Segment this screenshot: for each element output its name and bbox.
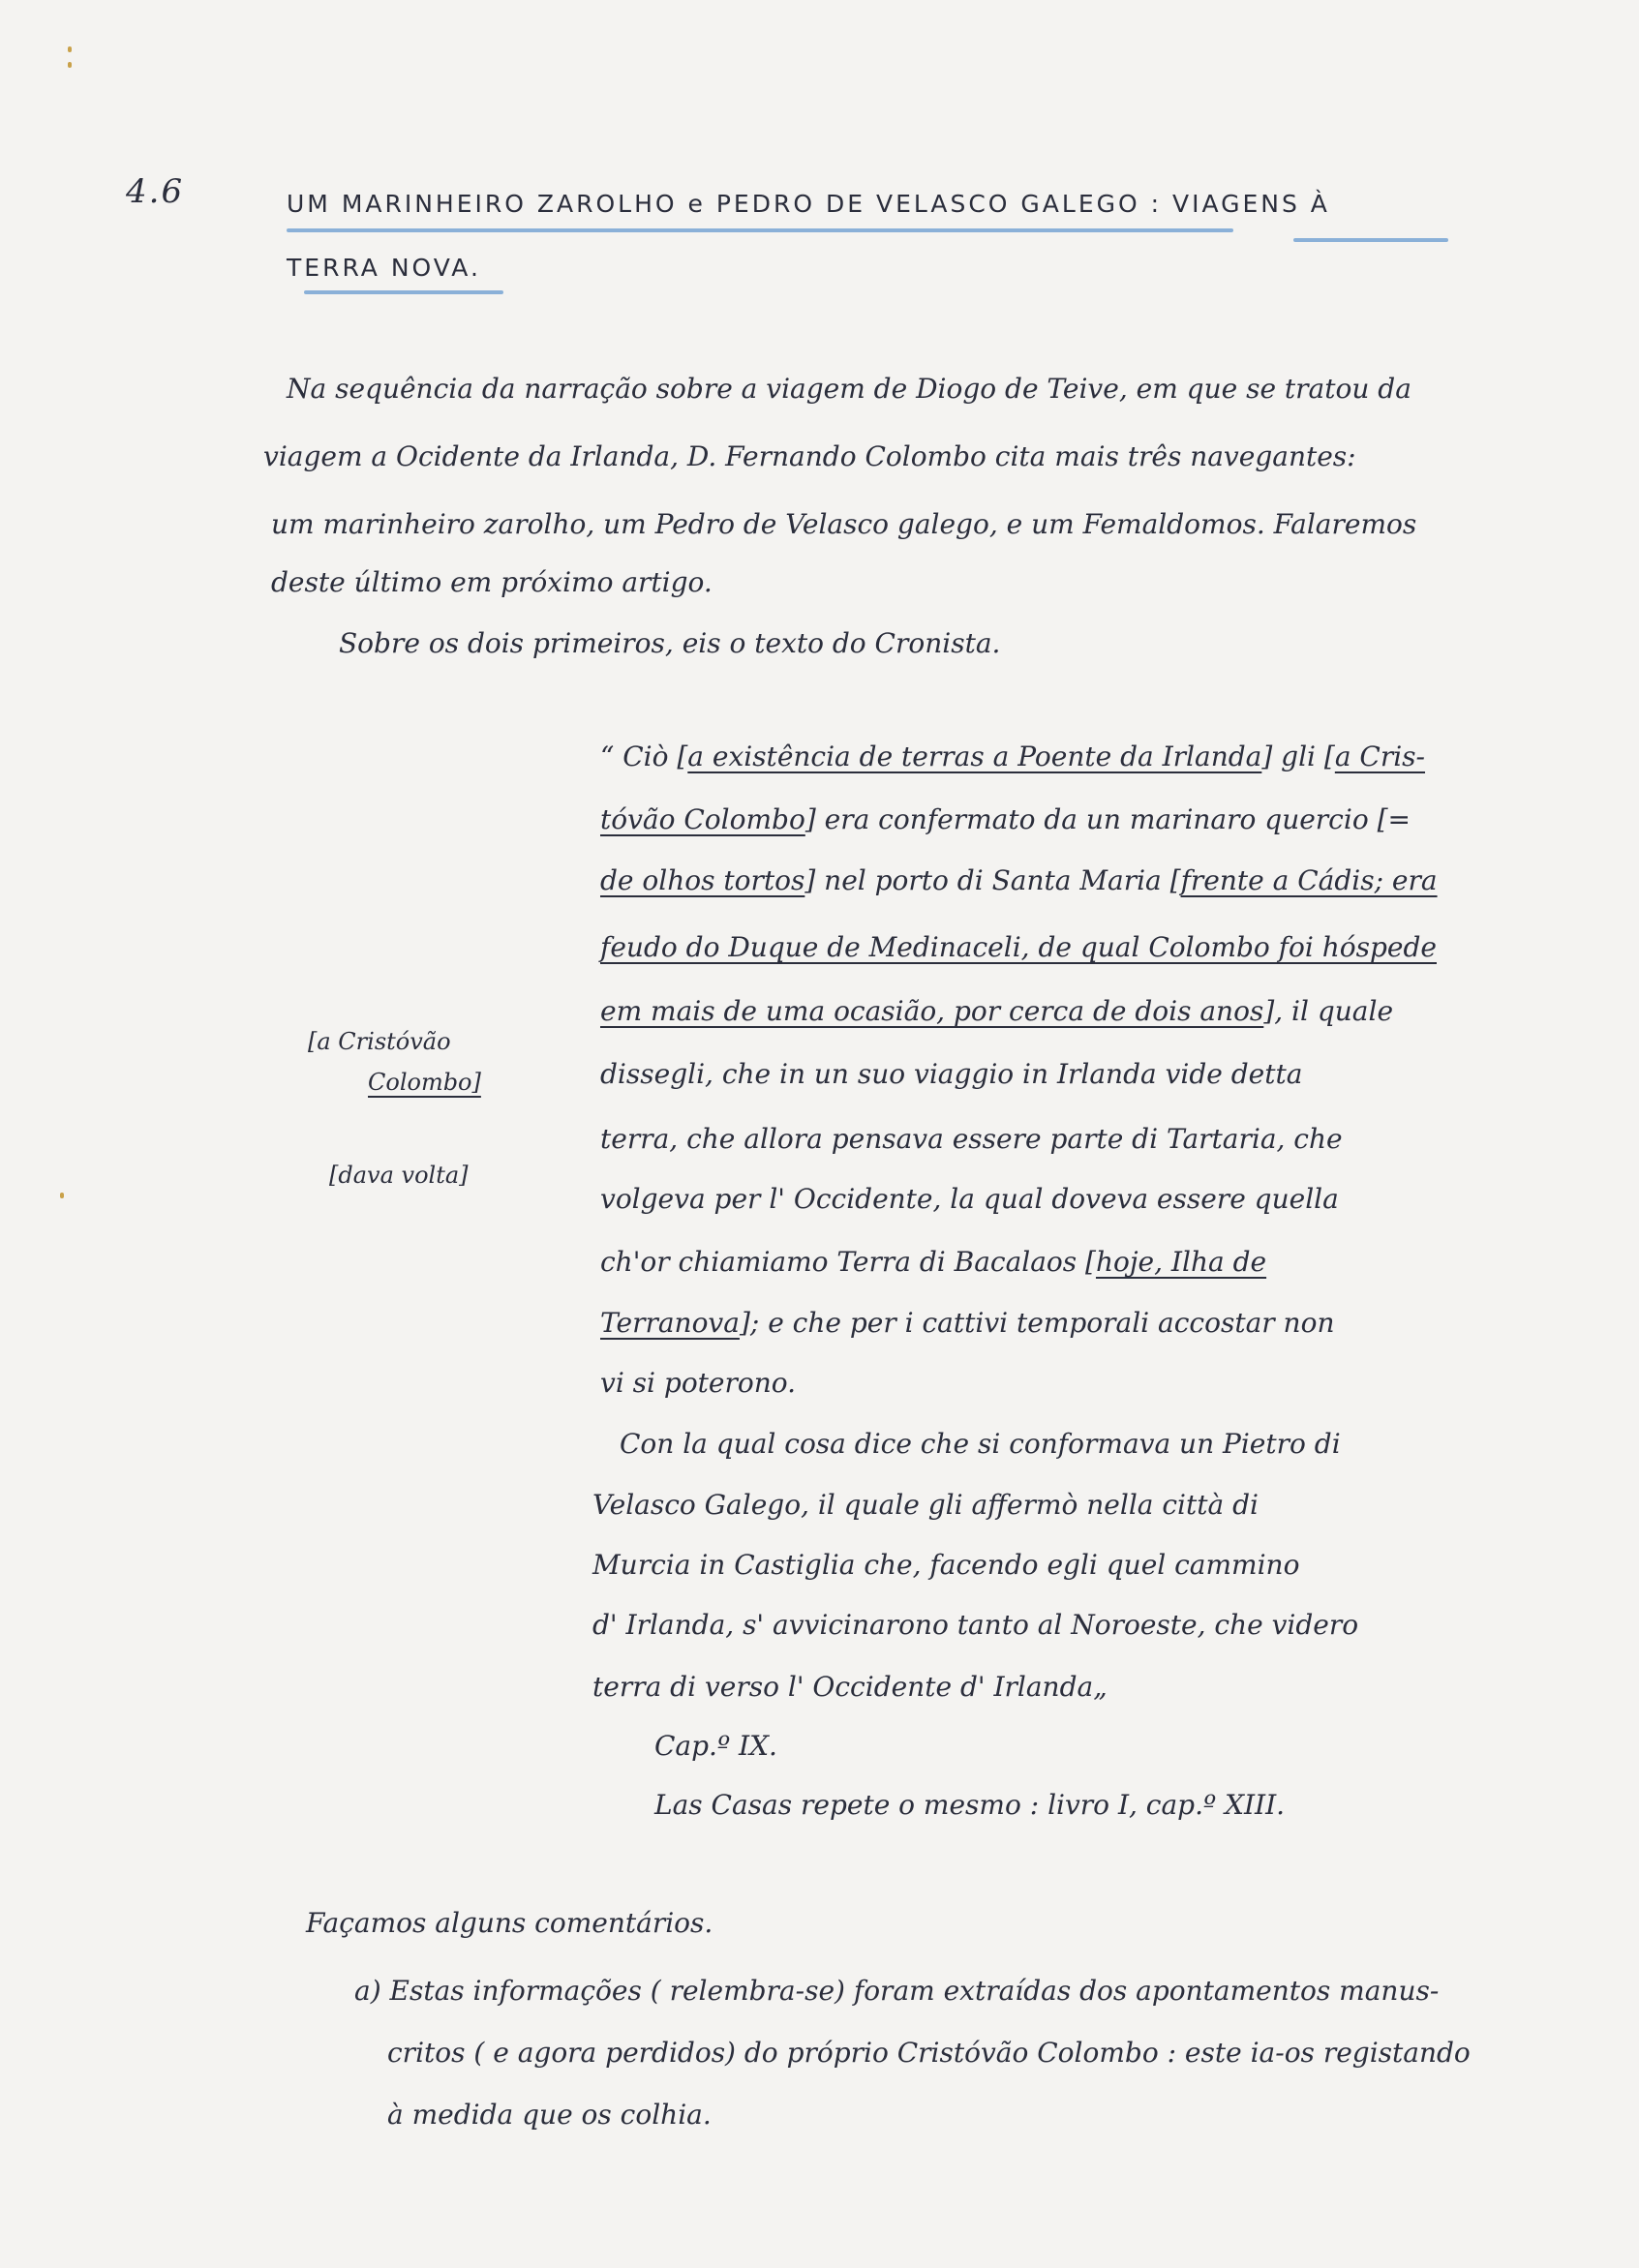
margin-note-1: [a Cristóvão [308, 1028, 451, 1055]
quote-line: terra di verso l' Occidente d' Irlanda„ [592, 1671, 1108, 1703]
quote-line: volgeva per l' Occidente, la qual doveva essere quella [600, 1183, 1339, 1215]
intro-line: Sobre os dois primeiros, eis o texto do Cronista. [339, 627, 1001, 659]
intro-line: Na sequência da narração sobre a viagem de Diogo de Teive, em que se tratou da [287, 373, 1411, 405]
margin-note-2: [dava volta] [329, 1162, 469, 1189]
quote-line: de olhos tortos] nel porto di Santa Maria [frente a Cádis; era [600, 864, 1438, 896]
quote-line: feudo do Duque de Medinaceli, de qual Colombo foi hóspede [600, 931, 1437, 963]
heading-underline [304, 290, 503, 294]
paper-speck [68, 46, 72, 52]
intro-line: deste último em próximo artigo. [271, 566, 713, 598]
quote-line: Terranova]; e che per i cattivi temporali accostar non [600, 1307, 1335, 1339]
quote-line: d' Irlanda, s' avvicinarono tanto al Noroeste, che videro [592, 1609, 1359, 1641]
comment-line: critos ( e agora perdidos) do próprio Cristóvão Colombo : este ia-os registando [387, 2037, 1471, 2069]
quote-line: ch'or chiamiamo Terra di Bacalaos [hoje, Ilha de [600, 1246, 1267, 1278]
quote-line: dissegli, che in un suo viaggio in Irlanda vide detta [600, 1058, 1303, 1090]
heading-line-1: UM MARINHEIRO ZAROLHO e PEDRO DE VELASCO GALEGO : VIAGENS À [287, 190, 1330, 218]
section-number: 4.6 [126, 172, 185, 211]
comments-heading: Façamos alguns comentários. [306, 1907, 713, 1939]
quote-citation: Cap.º IX. [654, 1730, 777, 1762]
intro-line: um marinheiro zarolho, um Pedro de Velasco galego, e um Femaldomos. Falaremos [271, 508, 1417, 540]
paper-speck [68, 62, 72, 68]
quote-line: terra, che allora pensava essere parte di Tartaria, che [600, 1123, 1343, 1155]
margin-note-1: Colombo] [368, 1069, 481, 1096]
quote-line: Murcia in Castiglia che, facendo egli quel cammino [592, 1549, 1300, 1581]
quote-line: tóvão Colombo] era confermato da un marinaro quercio [= [600, 803, 1411, 835]
quote-line: em mais de uma ocasião, por cerca de dois anos], il quale [600, 995, 1394, 1027]
paper-speck [60, 1193, 64, 1198]
quote-line: vi si poterono. [600, 1367, 797, 1399]
quote-line: Con la qual cosa dice che si conformava un Pietro di [620, 1428, 1341, 1460]
heading-line-2: TERRA NOVA. [287, 254, 481, 282]
heading-underline [287, 228, 1233, 232]
quote-citation: Las Casas repete o mesmo : livro I, cap.º XIII. [654, 1789, 1286, 1821]
heading-underline [1293, 238, 1448, 242]
quote-line: Velasco Galego, il quale gli affermò nella città di [592, 1489, 1259, 1521]
intro-line: viagem a Ocidente da Irlanda, D. Fernando Colombo cita mais três navegantes: [263, 440, 1356, 472]
comment-line: à medida que os colhia. [387, 2099, 712, 2131]
comment-line: a) Estas informações ( relembra-se) foram extraídas dos apontamentos manus- [354, 1975, 1440, 2007]
quote-line: “ Ciò [a existência de terras a Poente da Irlanda] gli [a Cris- [600, 741, 1426, 772]
